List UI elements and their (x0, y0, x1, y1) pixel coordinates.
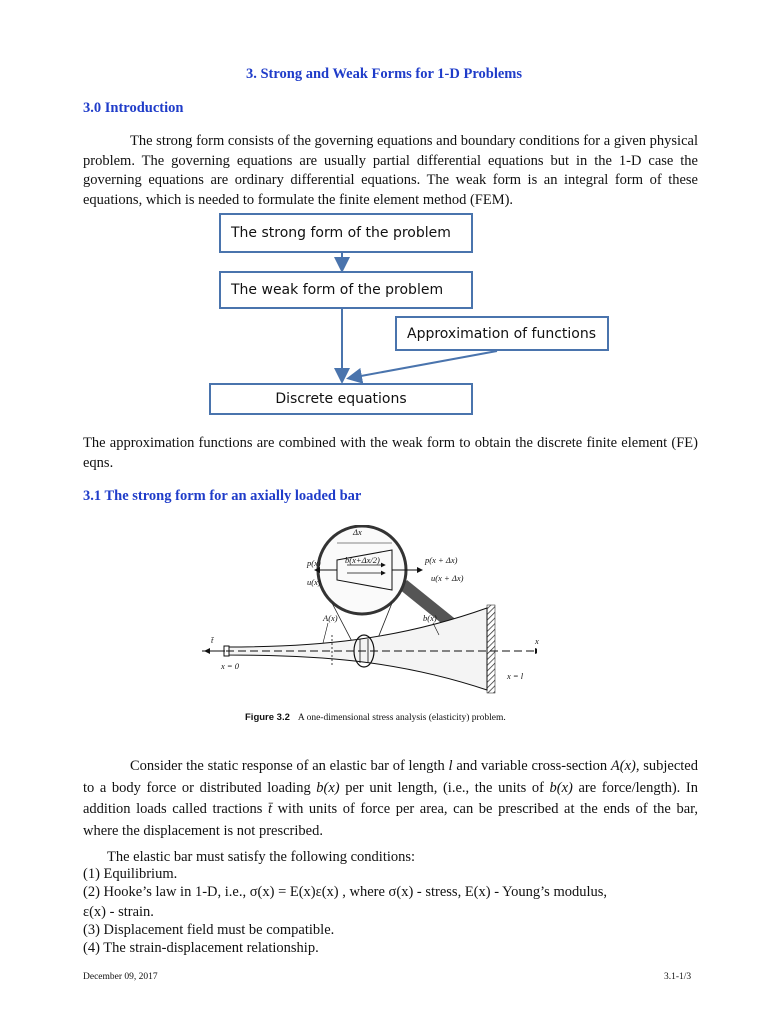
box-strong-form: The strong form of the problem (219, 213, 473, 253)
label-dx: Δx (353, 527, 362, 537)
footer-page-number: 3.1-1/3 (664, 972, 692, 982)
bar-diagram (197, 525, 537, 710)
condition-2-strain: ε(x) - strain. (83, 904, 154, 920)
label-px: p(x) (307, 558, 321, 568)
arrow-approx-to-discrete (350, 351, 497, 378)
figure-bar (197, 525, 537, 735)
heading-introduction: 3.0 Introduction (83, 100, 184, 116)
condition-3: (3) Displacement field must be compatible. (83, 922, 335, 938)
label-ux: u(x) (307, 577, 321, 587)
label-Ax: A(x) (323, 613, 338, 623)
flowchart (205, 208, 615, 418)
paragraph-consider: Consider the static response of an elastic bar of length l and variable cross-section A(x), subjected to a body force or distributed loading b(x) per unit length, (i.e., the units of b(x) are force/length). In addition loads called tractions t̄ with units of force per area, can be prescribed at the ends of the bar, where the displacement is not prescribed. (83, 758, 698, 839)
label-x0: x = 0 (221, 661, 240, 671)
figure-caption-text: A one-dimensional stress analysis (elasticity) problem. (297, 713, 506, 723)
heading-strong-form-bar: 3.1 The strong form for an axially loaded bar (83, 488, 362, 504)
figure-caption (245, 712, 506, 723)
condition-4: (4) The strain-displacement relationship. (83, 940, 319, 956)
label-xl: x = l (507, 671, 524, 681)
condition-1: (1) Equilibrium. (83, 866, 178, 882)
figure-caption-number: Figure 3.2 (245, 712, 290, 723)
box-discrete-equations: Discrete equations (209, 383, 473, 415)
label-x: x (535, 636, 539, 646)
condition-2: (2) Hooke’s law in 1-D, i.e., σ(x) = E(x)ε(x) , where σ(x) - stress, E(x) - Young’s modulus, (83, 884, 608, 900)
paragraph-introduction: The strong form consists of the governing equations and boundary conditions for a given physical problem. The governing equations are usually partial differential equations but in the 1-D case the governing equations are ordinary differential equations. The weak form is an integral form of these equations, which is needed to formulate the finite element method (FEM). (83, 133, 698, 208)
label-pdx: p(x + Δx) (425, 555, 458, 565)
box-weak-form: The weak form of the problem (219, 271, 473, 309)
bar-body (227, 608, 487, 690)
conditions-intro: The elastic bar must satisfy the following conditions: (107, 849, 416, 865)
footer-date: December 09, 2017 (83, 972, 158, 982)
page-title: 3. Strong and Weak Forms for 1-D Problems (245, 66, 523, 82)
label-bx: b(x) (423, 613, 437, 623)
label-udx: u(x + Δx) (431, 573, 464, 583)
label-t: t̄ (211, 635, 214, 645)
box-approximation: Approximation of functions (395, 316, 609, 351)
paragraph-approximation: The approximation functions are combined with the weak form to obtain the discrete finite element (FE) eqns. (83, 435, 698, 471)
label-bmid: b(x+Δx/2) (345, 555, 380, 565)
wall-support (487, 605, 495, 693)
